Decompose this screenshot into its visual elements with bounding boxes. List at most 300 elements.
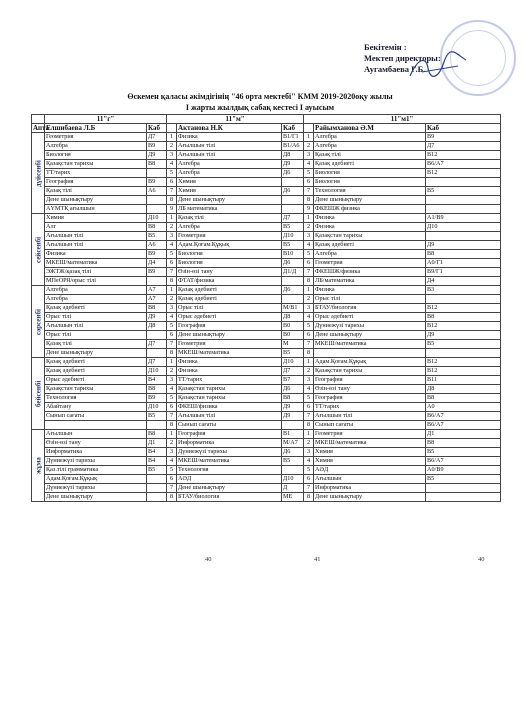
subject-11m1: Дене шынықтыру [314,493,426,502]
room-11g [147,205,167,214]
schedule-row [32,169,501,178]
lesson-number-11m: 5 [167,466,177,475]
room-11g: А7 [147,295,167,304]
subject-11m1: Биология [314,169,426,178]
subject-11g: Дүниежүзі тарихы [45,484,147,493]
subject-11m1: Қазақ әдебиеті [314,160,426,169]
subject-11m: Дене шынықтыру [177,484,282,493]
room-11m1: В12 [426,358,501,367]
subject-11g: Дене шынықтыру [45,493,147,502]
class-11g-header: 11"г" [45,115,167,124]
document-subtitle: І жарты жылдық сабақ кестесі І ауысым [185,103,335,112]
room-11m: В10 [282,250,304,259]
schedule-row [32,322,501,331]
room-11g: В8 [147,385,167,394]
room-11m [282,421,304,430]
teacher-header-row [32,124,501,133]
lesson-number-11m1: 1 [304,286,314,295]
room-11m: Д7 [282,214,304,223]
subject-11m1: ФКЕШЖ физика [314,205,426,214]
lesson-number-11m1: 3 [304,232,314,241]
subject-11m1: Технология [314,187,426,196]
room-11m1: В12 [426,322,501,331]
room-11g: В9 [147,394,167,403]
room-11m1: В8 [426,394,501,403]
room-11g [147,331,167,340]
schedule-row [32,277,501,286]
subject-11m: Дүниежүзі тарихы [177,448,282,457]
room-11g: В8 [147,223,167,232]
schedule-row [32,151,501,160]
room-11m: В1/А6 [282,142,304,151]
room-11m1 [426,205,501,214]
room-11m1: В6/А7 [426,160,501,169]
room-11m: В0 [282,322,304,331]
subject-11g [45,421,147,430]
subject-11m: Геометрия [177,232,282,241]
lesson-number-11m: 1 [167,430,177,439]
subject-11g: Сынып сағаты [45,412,147,421]
subject-11m1 [314,349,426,358]
lesson-number-11m1: 1 [304,133,314,142]
lesson-number-11m: 6 [167,259,177,268]
room-11m1: В8 [426,313,501,322]
subject-11m1: Биология [314,178,426,187]
lesson-count-11m1: 40 [478,556,485,563]
subject-11g: Ағылшын тілі [45,322,147,331]
room-11m1: Д7 [426,142,501,151]
room-11m1 [426,484,501,493]
lesson-number-11m1: 1 [304,430,314,439]
lesson-number-11m1: 8 [304,493,314,502]
room-11m1: А0 [426,403,501,412]
subject-11m1: ФКЕШЖ/физика [314,268,426,277]
room-11m: В5 [282,241,304,250]
room-11g: В4 [147,457,167,466]
subject-11g: Алгебра [45,286,147,295]
lesson-number-11m1: 4 [304,313,314,322]
room-11m1: В8 [426,439,501,448]
subject-11g: Технология [45,394,147,403]
subject-11m1: Адам.Қоғам.Құқық [314,358,426,367]
lesson-number-11m: 2 [167,295,177,304]
day-column-header: Апта [33,124,50,132]
room-11g [147,196,167,205]
subject-11m: Дене шынықтыру [177,331,282,340]
lesson-number-11m: 7 [167,340,177,349]
room-11m: М [282,340,304,349]
schedule-row [32,241,501,250]
room-11m1: Д4 [426,277,501,286]
room-11m: М/В1 [282,304,304,313]
lesson-number-11m1: 8 [304,349,314,358]
lesson-number-11m1: 7 [304,412,314,421]
lesson-number-11m1: 7 [304,268,314,277]
lesson-number-11m1: 2 [304,295,314,304]
subject-11m1: Ағылшын тілі [314,412,426,421]
schedule-row [32,466,501,475]
room-11g: В5 [147,466,167,475]
schedule-row [32,457,501,466]
subject-11m1: Геометрия [314,259,426,268]
teacher-11g: Елшибаева Л.Б [45,124,147,133]
subject-11g: Алгебра [45,295,147,304]
lesson-number-11m1: 8 [304,277,314,286]
lesson-number-11m1: 4 [304,385,314,394]
room-11m1: Д9 [426,331,501,340]
room-11g: В4 [147,376,167,385]
approval-line-name: Аугамбаева Г.Б. [364,64,426,74]
lesson-number-11m1: 5 [304,394,314,403]
room-11m1: В6/А7 [426,412,501,421]
room-11m: Д10 [282,358,304,367]
room-11m: Д6 [282,385,304,394]
subject-11g: Геометрия [45,133,147,142]
subject-11m: МКЕШ/математика [177,349,282,358]
subject-11m: Ағылшын тілі [177,412,282,421]
subject-11g: Дүниежүзі тарихы [45,457,147,466]
subject-11m: География [177,430,282,439]
room-11m1: В5 [426,340,501,349]
schedule-row [32,376,501,385]
subject-11m1: Алгебра [314,142,426,151]
room-11g [147,169,167,178]
room-11m: МЕ [282,493,304,502]
lesson-number-11m: 4 [167,241,177,250]
room-11g: Д10 [147,367,167,376]
subject-11m: Физика [177,133,282,142]
schedule-row [32,439,501,448]
room-11g: Д9 [147,151,167,160]
subject-11g: Дене шынықтыру [45,349,147,358]
document-title: Өскемен қаласы әкімдігінің "46 орта мектебі" КММ 2019-2020оқу жылы [127,92,393,101]
schedule-row [32,160,501,169]
lesson-number-11m1: 5 [304,169,314,178]
room-11m: Д6 [282,187,304,196]
lesson-number-11m: 8 [167,349,177,358]
subject-11m: Химия [177,187,282,196]
room-11m: Д1/Д [282,268,304,277]
lesson-number-11m1: 4 [304,241,314,250]
room-11m1: В5 [426,475,501,484]
lesson-number-11m1: 8 [304,196,314,205]
subject-11m1: АӘД [314,466,426,475]
subject-11g: Адам.Қоғам.Құқық [45,475,147,484]
lesson-number-11m1: 2 [304,142,314,151]
lesson-number-11m1: 6 [304,403,314,412]
subject-11m: Қазақстан тарихы [177,385,282,394]
room-11m: Д9 [282,403,304,412]
room-11m: В7 [282,376,304,385]
day-label: дүйсенбі [32,133,45,214]
subject-11m1: Қазақ тілі [314,151,426,160]
subject-11m: Алгебра [177,223,282,232]
room-11g: В9 [147,250,167,259]
room-11g: В9 [147,178,167,187]
subject-11m1: Дене шынықтыру [314,196,426,205]
room-11g [147,484,167,493]
day-label: жұма [32,430,45,502]
lesson-number-11m: 3 [167,304,177,313]
room-11m1: В8 [426,250,501,259]
day-label: бейсенбі [32,358,45,430]
room-11m [282,205,304,214]
room-11g: В5 [147,412,167,421]
lesson-number-11m1: 5 [304,466,314,475]
lesson-number-11m: 5 [167,322,177,331]
subject-11m: МКЕШ/математика [177,457,282,466]
schedule-row [32,205,501,214]
room-11g [147,277,167,286]
lesson-number-11m1: 3 [304,304,314,313]
subject-11g: Алг [45,223,147,232]
subject-11m1: Қазақстан тарихы [314,367,426,376]
subject-11g: Абайтану [45,403,147,412]
lesson-number-11m: 3 [167,151,177,160]
subject-11m: Өзін-өзі тану [177,268,282,277]
room-header: Каб [147,124,167,133]
room-11m1: Д1 [426,430,501,439]
subject-11g: Қазақ әдебиеті [45,367,147,376]
subject-11m: Биология [177,250,282,259]
lesson-number-11m: 3 [167,376,177,385]
subject-11m1: Қазақстан тарихы [314,232,426,241]
schedule-row [32,259,501,268]
subject-11m1: География [314,376,426,385]
room-11g [147,493,167,502]
room-11g: А6 [147,187,167,196]
subject-11m: ТТ/тарих [177,376,282,385]
schedule-row [32,295,501,304]
room-11m: Д8 [282,151,304,160]
room-11g: Д9 [147,313,167,322]
subject-11m: Физика [177,358,282,367]
subject-11g: Орыс әдебиеті [45,376,147,385]
lesson-count-11m: 41 [314,556,321,563]
lesson-number-11m1: 5 [304,322,314,331]
room-11m: Д6 [282,169,304,178]
subject-11g: География [45,178,147,187]
lesson-number-11m1: 9 [304,205,314,214]
lesson-number-11m1: 6 [304,475,314,484]
lesson-number-11m: 1 [167,214,177,223]
room-11m1: В12 [426,304,501,313]
subject-11g: МПеОРЯ/орыс тілі [45,277,147,286]
room-11m: В8 [282,394,304,403]
room-11m: Д9 [282,160,304,169]
lesson-number-11m: 7 [167,412,177,421]
schedule-row [32,268,501,277]
room-11m1 [426,178,501,187]
subject-11m: Дене шынықтыру [177,196,282,205]
subject-11m: Геометрия [177,340,282,349]
lesson-number-11m1: 1 [304,358,314,367]
room-11m1 [426,493,501,502]
subject-11m: География [177,322,282,331]
schedule-row [32,358,501,367]
room-11m: В1/Г1 [282,133,304,142]
room-11m1: В3 [426,286,501,295]
day-label: сейсенбі [32,214,45,286]
room-11m [282,178,304,187]
subject-11m1: Геометрия [314,430,426,439]
subject-11m: ФКЕШ/физика [177,403,282,412]
lesson-number-11m1: 6 [304,178,314,187]
room-11g: В8 [147,160,167,169]
lesson-number-11m: 8 [167,493,177,502]
schedule-row [32,232,501,241]
room-11m1: В12 [426,151,501,160]
room-11g [147,349,167,358]
subject-11m: Ағылшын тілі [177,142,282,151]
subject-11g: Қазақ әдебиеті [45,358,147,367]
lesson-number-11m: 3 [167,232,177,241]
lesson-number-11m1: 2 [304,439,314,448]
schedule-row [32,493,501,502]
lesson-number-11m: 9 [167,205,177,214]
subject-11m: Алгебра [177,169,282,178]
room-11g: Д7 [147,133,167,142]
room-11m [282,295,304,304]
room-11g: В8 [147,430,167,439]
subject-11m1: Сынып сағаты [314,421,426,430]
subject-11m: Қазақстан тарихы [177,394,282,403]
subject-11m: Адам.Қоғам.Құқық [177,241,282,250]
lesson-number-11m1: 3 [304,448,314,457]
lesson-number-11m: 7 [167,484,177,493]
lesson-number-11m1: 7 [304,340,314,349]
subject-11m1: Физика [314,223,426,232]
day-label: сәрсенбі [32,286,45,358]
subject-11m: Орыс тілі [177,304,282,313]
room-11g [147,475,167,484]
room-11m1 [426,196,501,205]
schedule-row [32,142,501,151]
lesson-number-11m: 8 [167,196,177,205]
teacher-11m: Актанова Н.К [177,124,282,133]
subject-11g: Алгебра [45,142,147,151]
subject-11m1: Дене шынықтыру [314,331,426,340]
schedule-row [32,448,501,457]
subject-11g: ТТ/тарих [45,169,147,178]
subject-11m1: Химия [314,448,426,457]
subject-11m1: Дүниежүзі тарихы [314,322,426,331]
room-11m1 [426,295,501,304]
lesson-number-11m: 2 [167,367,177,376]
schedule-row [32,187,501,196]
schedule-row [32,430,501,439]
lesson-number-11m: 4 [167,385,177,394]
lesson-number-11m: 5 [167,250,177,259]
subject-11m: АӘД [177,475,282,484]
room-11m: В5 [282,349,304,358]
subject-11g: Қазақстан тарихы [45,385,147,394]
lesson-number-11m: 7 [167,268,177,277]
subject-11g: Қазақ әдебиеті [45,304,147,313]
schedule-row [32,286,501,295]
room-11m: Д7 [282,367,304,376]
subject-11m: Алгебра [177,160,282,169]
schedule-row [32,403,501,412]
room-11m1: В5 [426,187,501,196]
subject-11g: МКЕШ/математика [45,259,147,268]
lesson-number-11m: 2 [167,439,177,448]
lesson-number-11m: 4 [167,457,177,466]
subject-11g: Орыс тілі [45,313,147,322]
room-11m1: В9/Г1 [426,268,501,277]
room-11g [147,421,167,430]
teacher-11m1: Райымханова Ә.М [314,124,426,133]
subject-11m1: Химия [314,457,426,466]
schedule-row [32,349,501,358]
lesson-number-11m: 6 [167,403,177,412]
subject-11m: Қазақ тілі [177,214,282,223]
schedule-row [32,133,501,142]
subject-11m: Қазақ әдебиеті [177,286,282,295]
room-11m1: А0/В9 [426,466,501,475]
room-11m: В5 [282,223,304,232]
room-11g: Д8 [147,322,167,331]
room-11g: А7 [147,286,167,295]
schedule-row [32,367,501,376]
room-11m1: Д10 [426,223,501,232]
room-11m: Д9 [282,412,304,421]
lesson-number-11m1: 6 [304,331,314,340]
subject-11m1: ЛБ/математика [314,277,426,286]
room-11m1: А1/В9 [426,214,501,223]
subject-11g: АҮМТҚ ағылшын [45,205,147,214]
subject-11g: Қазақ тілі [45,187,147,196]
class-11m-header: 11"м" [167,115,304,124]
subject-11m1: Орыс тілі [314,295,426,304]
lesson-number-11m: 6 [167,178,177,187]
schedule-row [32,178,501,187]
room-11m: Д10 [282,232,304,241]
subject-11g: Қазақ тілі [45,340,147,349]
room-11g: В4 [147,448,167,457]
room-11g: Д7 [147,340,167,349]
subject-11m: Қазақ әдебиеті [177,295,282,304]
lesson-number-11m: 6 [167,475,177,484]
schedule-row [32,412,501,421]
schedule-row [32,421,501,430]
lesson-number-11m1: 2 [304,367,314,376]
subject-11m1: БТАУ/биология [314,304,426,313]
lesson-number-11m1: 4 [304,457,314,466]
subject-11m: ФТАТ/физика [177,277,282,286]
subject-11g: Физика [45,250,147,259]
room-11m1: А0/Г1 [426,259,501,268]
subject-11m1: ТТ/тарих [314,403,426,412]
room-11m: Д6 [282,259,304,268]
lesson-count-11g: 40 [205,556,212,563]
lesson-number-11m1: 3 [304,151,314,160]
schedule-row [32,313,501,322]
subject-11g: Ағылшын тілі [45,241,147,250]
room-11g: Д7 [147,358,167,367]
lesson-number-11m: 4 [167,160,177,169]
schedule-row [32,331,501,340]
subject-11m1: Информатика [314,484,426,493]
class-11m1-header: 11"м1" [304,115,501,124]
lesson-number-11m: 7 [167,187,177,196]
schedule-row [32,250,501,259]
subject-11g: Ағылшын [45,430,147,439]
schedule-row [32,484,501,493]
room-11m: В0 [282,331,304,340]
subject-11m1: Өзін-өзі тану [314,385,426,394]
room-11m: Д [282,484,304,493]
